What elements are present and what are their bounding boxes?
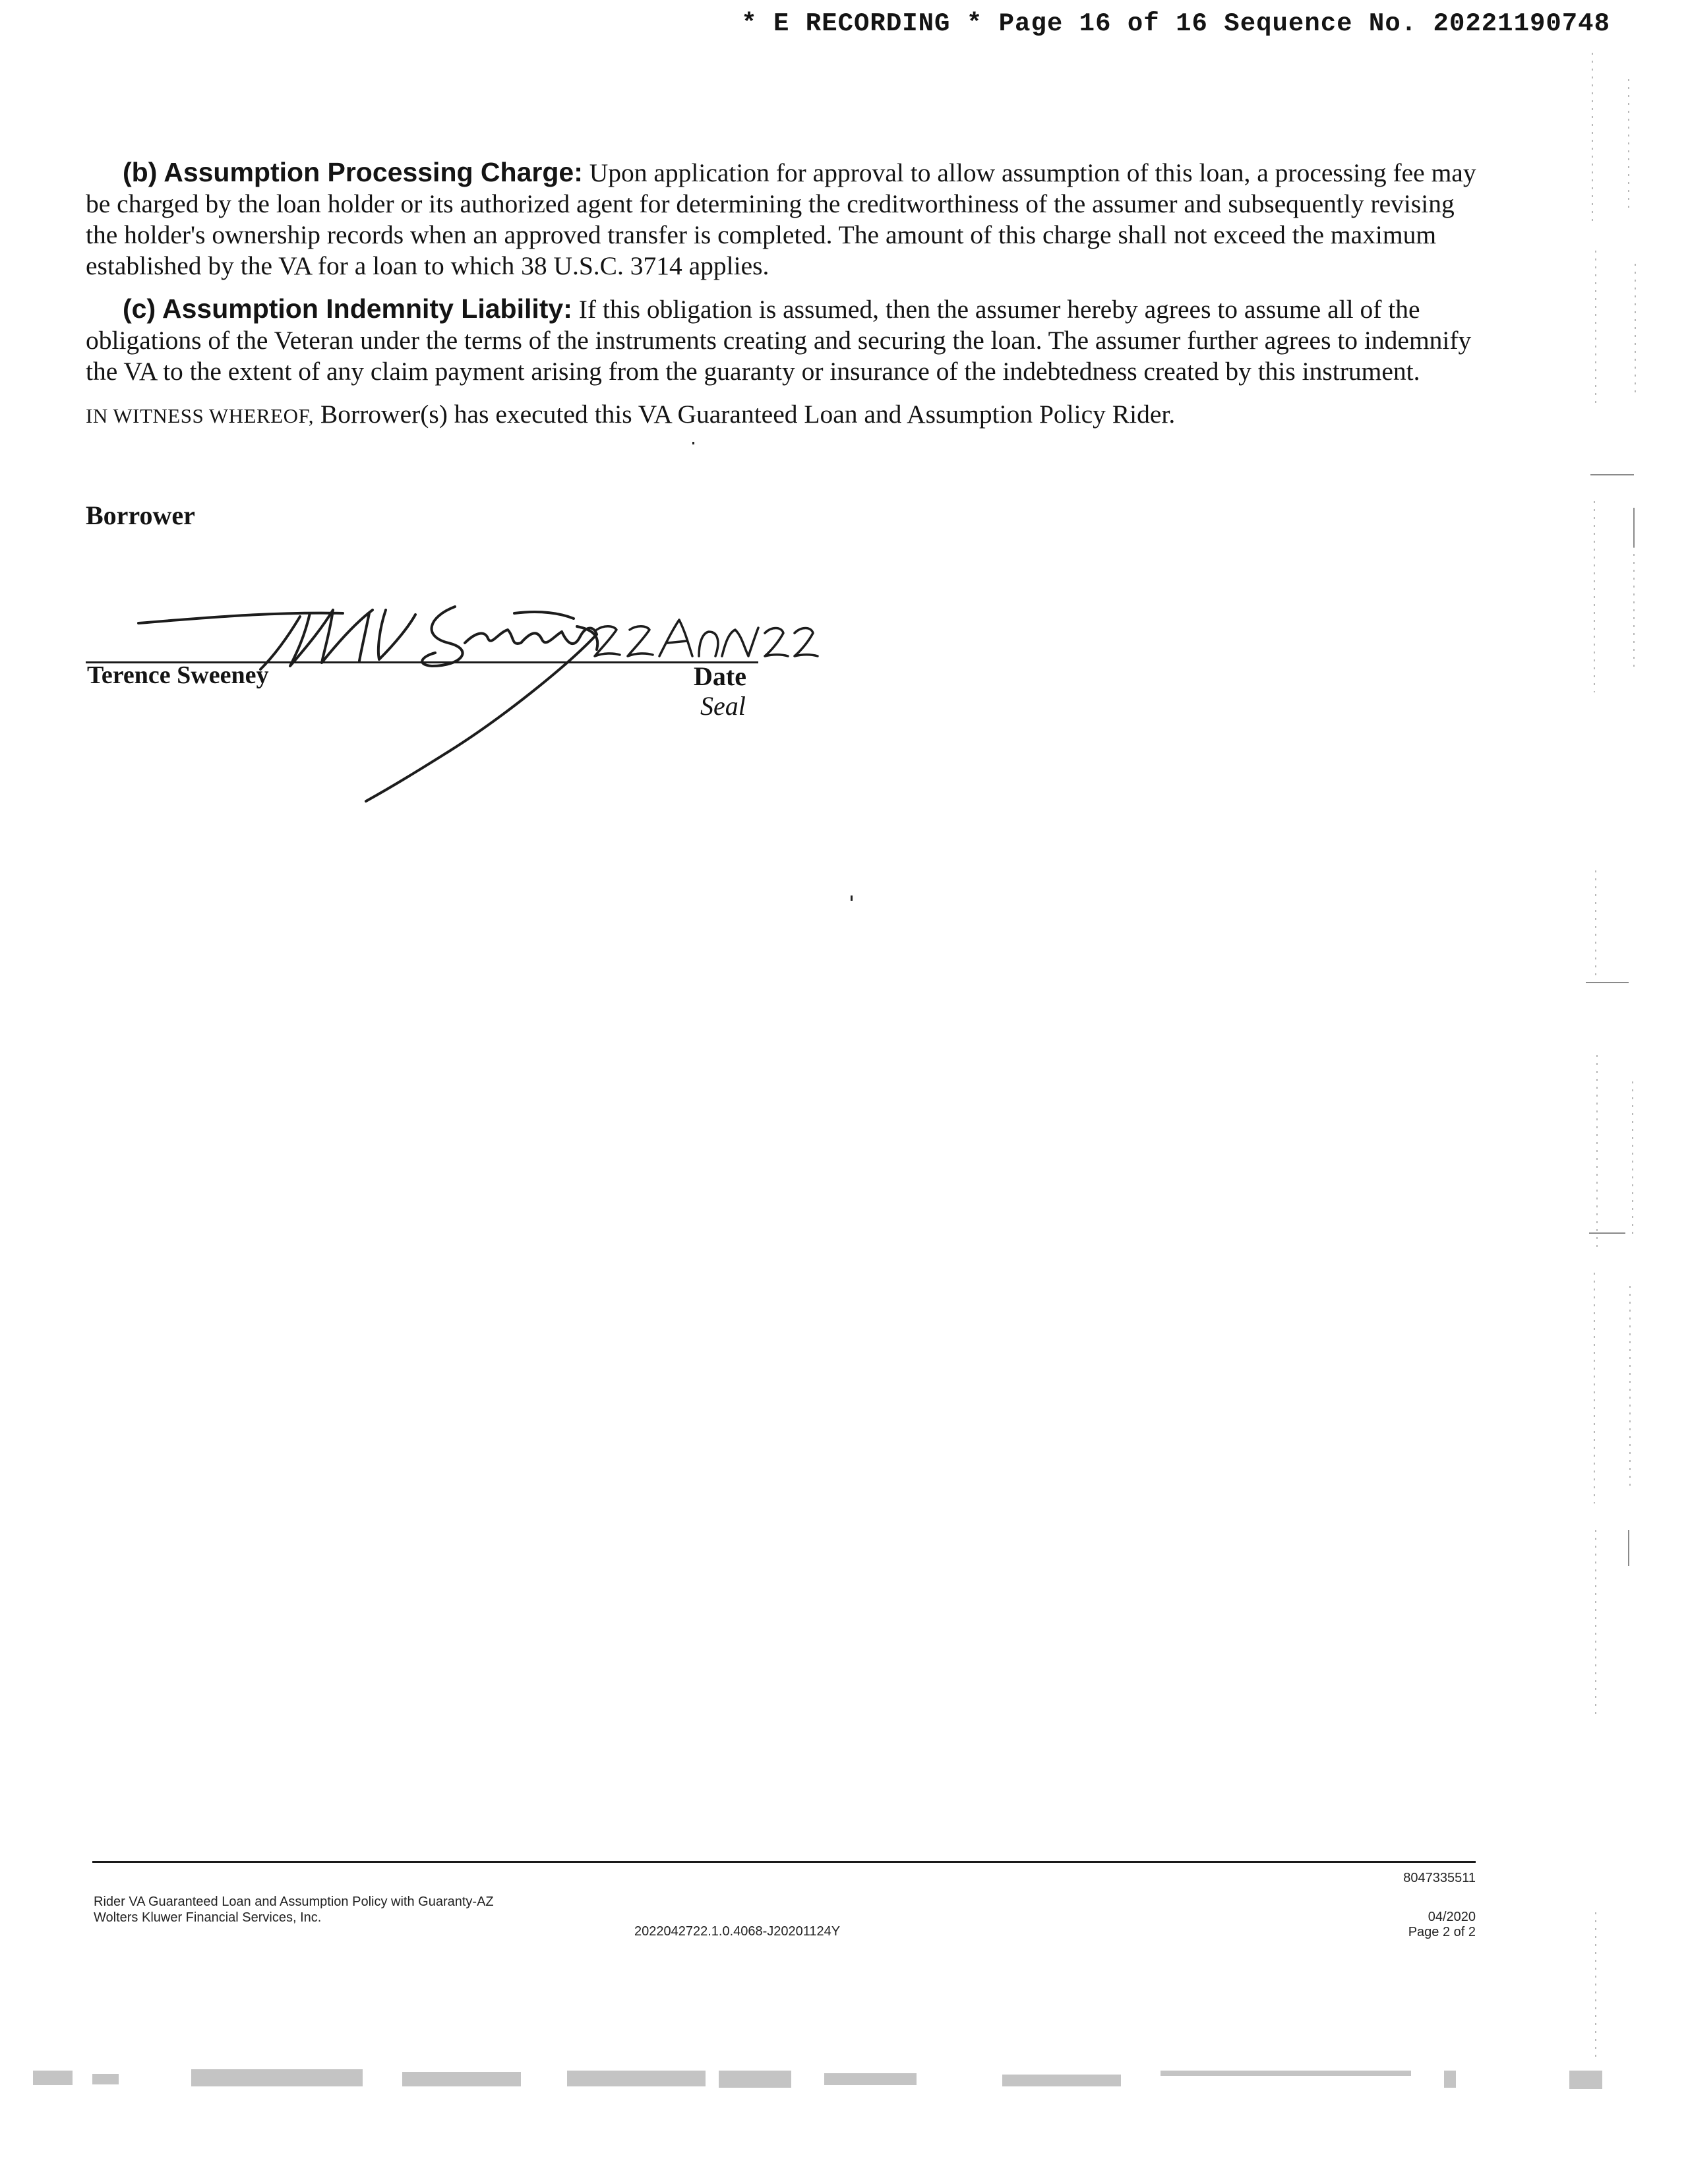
section-text: Upon application for approval to allow assumption of this loan, a processing fee may be charged by the loan holder or its authorized agent for determining the creditworthiness of the assumer and subsequently revising the holder's ownership records when an approved transfer is completed. The amount of this charge shall not exceed the maximum established by the VA for a loan to which 38 U.S.C. 3714 applies. [86,158,1476,280]
section-heading: (c) Assumption Indemnity Liability: [123,293,572,324]
section-heading: (b) Assumption Processing Charge: [123,157,583,187]
witness-clause [86,399,1484,431]
recording-header: * E RECORDING * Page 16 of 16 Sequence No. 20221190748 [741,9,1610,38]
section-assumption-processing-charge [86,157,1484,282]
footer-form-info [94,1894,494,1926]
footer-form-title: Rider VA Guaranteed Loan and Assumption Policy with Guaranty-AZ [94,1895,494,1909]
footer-divider [92,1861,1476,1863]
borrower-label: Borrower [86,501,195,530]
footer-form-date: 04/2020 [1428,1910,1476,1924]
seal-label: Seal [700,691,746,721]
footer-publisher: Wolters Kluwer Financial Services, Inc. [94,1910,322,1925]
signer-name: Terence Sweeney [87,661,269,689]
footer-loan-number: 8047335511 [1403,1871,1476,1885]
footer-page-number: Page 2 of 2 [1408,1925,1476,1939]
rider-body [86,157,1484,431]
section-text: If this obligation is assumed, then the assumer hereby agrees to assume all of the obligations of the Veteran under the terms of the instruments creating and securing the loan. The assumer further agrees to indemnify the VA to the extent of any claim payment arising from the guaranty or insurance of the indebtedness created by this instrument. [86,295,1472,386]
section-assumption-indemnity-liability [86,293,1484,387]
footer-doc-code: 2022042722.1.0.4068-J20201124Y [634,1924,841,1939]
witness-lead: IN WITNESS WHEREOF, [86,404,315,427]
date-label: Date [694,661,746,691]
witness-text: Borrower(s) has executed this VA Guaranteed Loan and Assumption Policy Rider. [320,400,1176,429]
